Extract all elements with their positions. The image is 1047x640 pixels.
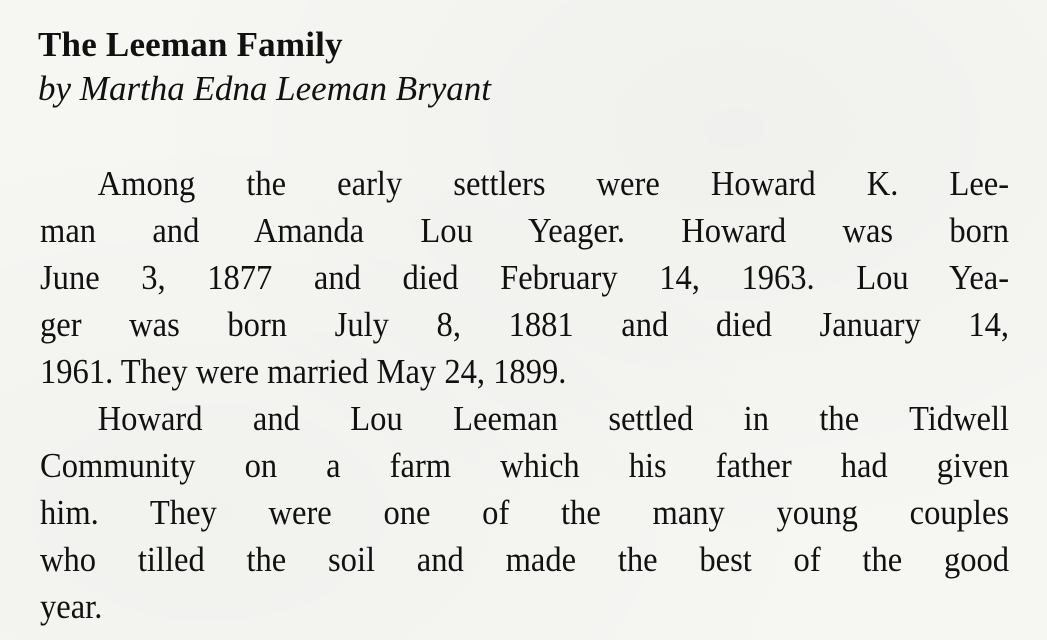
text-line: Community on a farm which his father had given [40,446,1010,485]
text-line: Howard and Lou Leeman settled in the Tidwell [97,399,1010,438]
text-line: year. [40,587,103,626]
article-byline: by Martha Edna Leeman Bryant [38,69,491,108]
paragraph-2 [40,395,1009,630]
text-line: man and Amanda Lou Yeager. Howard was born [40,211,1010,250]
article-title: The Leeman Family [38,25,343,64]
text-line: him. They were one of the many young couples [40,493,1010,532]
paragraph-1 [40,160,1009,395]
text-line: 1961. They were married May 24, 1899. [40,352,567,391]
text-line: Among the early settlers were Howard K. Lee- [97,164,1010,203]
text-line: June 3, 1877 and died February 14, 1963. Lou Yea- [40,258,1010,297]
article-body [40,160,1009,630]
article-header [38,22,491,110]
text-line: ger was born July 8, 1881 and died January 14, [40,305,1010,344]
text-line: who tilled the soil and made the best of the good [40,540,1010,579]
